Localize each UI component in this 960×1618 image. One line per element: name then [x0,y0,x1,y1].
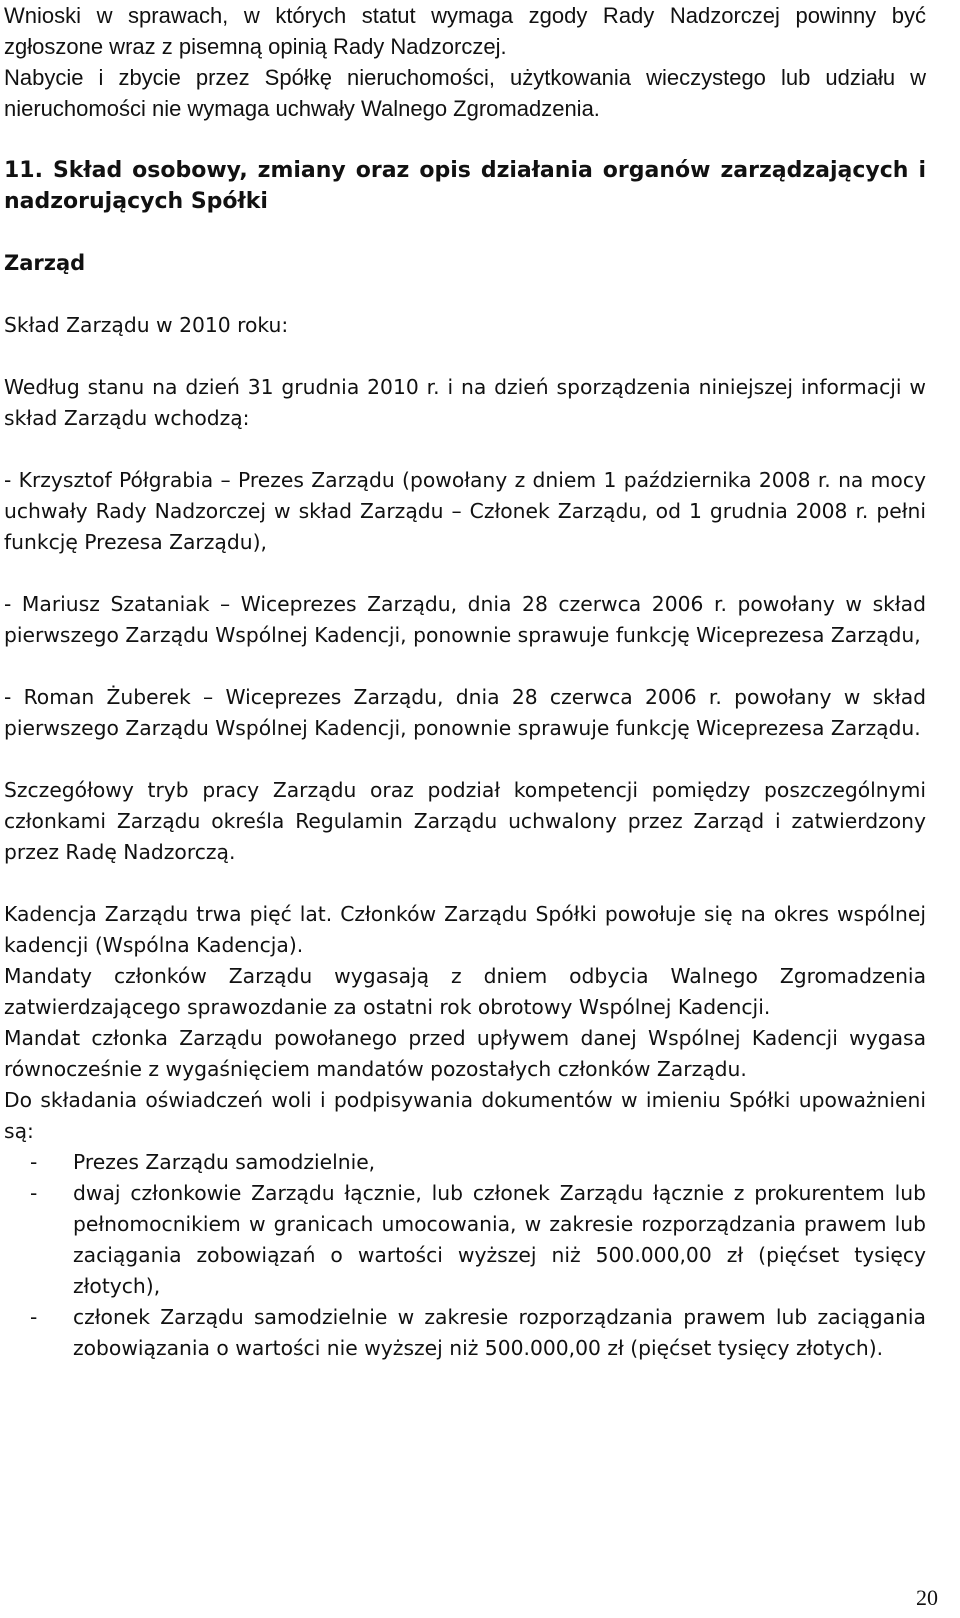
list-item [4,1147,926,1178]
list-item [4,1178,926,1302]
mandates-paragraph: Mandaty członków Zarządu wygasają z dniem odbycia Walnego Zgromadzenia zatwierdzającego sprawozdanie za ostatni rok obrotowy Wspólnej Kadencji. [4,964,926,1019]
state-paragraph: Według stanu na dzień 31 grudnia 2010 r. i na dzień sporządzenia niniejszej informacji w skład Zarządu wchodzą: [4,375,926,430]
intro-paragraph-1: Wnioski w sprawach, w których statut wymaga zgody Rady Nadzorczej powinny być zgłoszone wraz z pisemną opinią Rady Nadzorczej. [4,3,926,59]
member-entry: - Roman Żuberek – Wiceprezes Zarządu, dnia 28 czerwca 2006 r. powołany w skład pierwszego Zarządu Wspólnej Kadencji, ponownie sprawuje funkcję Wiceprezesa Zarządu. [4,685,926,740]
spacer [4,217,926,248]
spacer [4,744,926,775]
list-item-text: Prezes Zarządu samodzielnie, [73,1150,376,1174]
spacer [4,558,926,589]
list-item [4,1302,926,1364]
spacer [4,279,926,310]
spacer [4,651,926,682]
spacer [4,124,926,155]
mandate-early-paragraph: Mandat członka Zarządu powołanego przed upływem danej Wspólnej Kadencji wygasa równocześnie z wygaśnięciem mandatów pozostałych członków Zarządu. [4,1026,926,1081]
spacer [4,434,926,465]
representation-intro: Do składania oświadczeń woli i podpisywania dokumentów w imieniu Spółki upoważnieni są: [4,1088,926,1143]
list-item-text: członek Zarządu samodzielnie w zakresie rozporządzania prawem lub zaciągania zobowiązania o wartości nie wyższej niż 500.000,00 zł (pięćset tysięcy złotych). [73,1305,926,1360]
spacer [4,341,926,372]
regulations-paragraph: Szczegółowy tryb pracy Zarządu oraz podział kompetencji pomiędzy poszczególnymi członkami Zarządu określa Regulamin Zarządu uchwalony przez Zarząd i zatwierdzony przez Radę Nadzorczą. [4,778,926,864]
list-dash: - [30,1181,38,1205]
representation-list [4,1147,926,1364]
list-dash: - [30,1305,38,1329]
section-heading: 11. Skład osobowy, zmiany oraz opis działania organów zarządzających i nadzorujących Spółki [4,158,926,214]
member-entry: - Mariusz Szataniak – Wiceprezes Zarządu, dnia 28 czerwca 2006 r. powołany w skład pierwszego Zarządu Wspólnej Kadencji, ponownie sprawuje funkcję Wiceprezesa Zarządu, [4,592,926,647]
spacer [4,868,926,899]
composition-title: Skład Zarządu w 2010 roku: [4,313,289,337]
document-page [4,0,926,1364]
term-paragraph: Kadencja Zarządu trwa pięć lat. Członków Zarządu Spółki powołuje się na okres wspólnej kadencji (Wspólna Kadencja). [4,902,926,957]
list-item-text: dwaj członkowie Zarządu łącznie, lub członek Zarządu łącznie z prokurentem lub pełnomocnikiem w granicach umocowania, w zakresie rozporządzania prawem lub zaciągania zobowiązań o wartości wyższej niż 500.000,00 zł (pięćset tysięcy złotych), [73,1181,926,1298]
list-dash: - [30,1150,38,1174]
page-number: 20 [916,1585,938,1610]
intro-paragraph-2: Nabycie i zbycie przez Spółkę nieruchomości, użytkowania wieczystego lub udziału w nieruchomości nie wymaga uchwały Walnego Zgromadzenia. [4,65,926,121]
member-entry: - Krzysztof Półgrabia – Prezes Zarządu (powołany z dniem 1 października 2008 r. na mocy uchwały Rady Nadzorczej w skład Zarządu – Członek Zarządu, od 1 grudnia 2008 r. pełni funkcję Prezesa Zarządu), [4,468,926,554]
section-subheading: Zarząd [4,251,86,275]
